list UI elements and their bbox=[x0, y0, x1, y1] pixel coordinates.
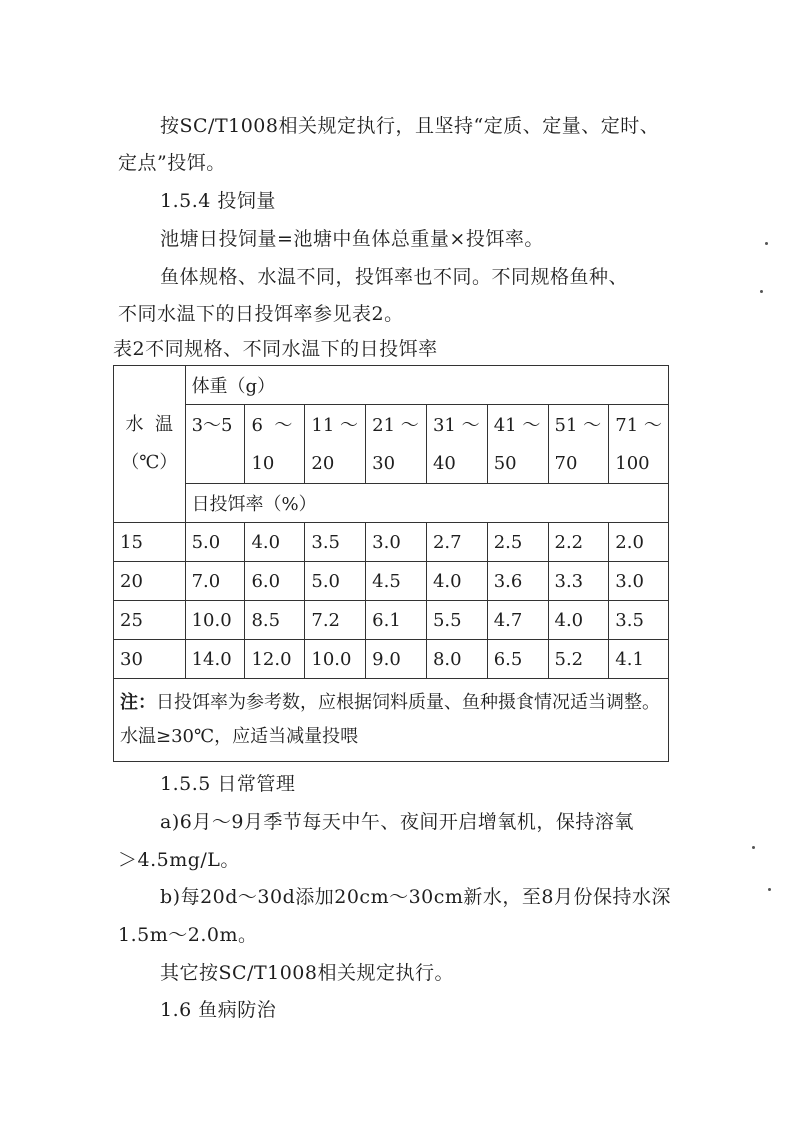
rate-cell: 2.0 bbox=[609, 523, 669, 562]
rate-cell: 8.0 bbox=[426, 640, 487, 679]
weight-col-header bbox=[548, 405, 609, 484]
paragraph-line: 定点”投饵。 bbox=[118, 152, 226, 174]
rate-cell: 4.0 bbox=[548, 601, 609, 640]
scan-speck bbox=[760, 290, 763, 293]
weight-col-header bbox=[366, 405, 427, 484]
temp-cell: 20 bbox=[114, 562, 186, 601]
weight-range-bottom: 40 bbox=[432, 453, 456, 474]
paragraph-line: 按SC/T1008相关规定执行，且坚持“定质、定量、定时、 bbox=[160, 115, 660, 137]
rate-cell: 3.6 bbox=[487, 562, 548, 601]
section-heading-1-5-4: 1.5.4 投饲量 bbox=[160, 190, 276, 212]
rate-header: 日投饵率（%） bbox=[185, 484, 668, 523]
weight-range-top: 31 ～ bbox=[432, 415, 480, 436]
section-heading-1-5-5: 1.5.5 日常管理 bbox=[160, 773, 296, 795]
weight-range-top: 71 ～ bbox=[615, 415, 662, 436]
rate-cell: 2.2 bbox=[548, 523, 609, 562]
scan-speck bbox=[765, 242, 768, 245]
rate-cell: 3.0 bbox=[609, 562, 669, 601]
rate-cell: 7.0 bbox=[185, 562, 245, 601]
note-label: 注： bbox=[120, 692, 156, 713]
weight-range-bottom: 100 bbox=[615, 453, 650, 474]
temp-cell: 25 bbox=[114, 601, 186, 640]
weight-range-bottom: 50 bbox=[493, 453, 517, 474]
weight-range-bottom: 20 bbox=[311, 453, 335, 474]
weight-range-bottom: 70 bbox=[554, 453, 578, 474]
rate-cell: 9.0 bbox=[366, 640, 427, 679]
table-row bbox=[114, 640, 669, 679]
paragraph-line: 鱼体规格、水温不同，投饵率也不同。不同规格鱼种、 bbox=[160, 266, 629, 288]
weight-range-top: 41 ～ bbox=[493, 415, 541, 436]
weight-range-top: 11 ～ bbox=[311, 415, 359, 436]
scan-speck bbox=[768, 888, 771, 891]
weight-col-header bbox=[245, 405, 305, 484]
rate-cell: 7.2 bbox=[305, 601, 366, 640]
temperature-header-label: 水 温 bbox=[125, 414, 173, 435]
weight-col-header bbox=[185, 405, 245, 484]
rate-cell: 3.5 bbox=[609, 601, 669, 640]
section-heading-1-6: 1.6 鱼病防治 bbox=[160, 999, 277, 1021]
weight-range-bottom: 10 bbox=[251, 453, 275, 474]
weight-range-bottom: 30 bbox=[372, 453, 396, 474]
weight-range-top: 51 ～ bbox=[554, 415, 602, 436]
rate-cell: 5.5 bbox=[426, 601, 487, 640]
rate-cell: 8.5 bbox=[245, 601, 305, 640]
rate-cell: 2.5 bbox=[487, 523, 548, 562]
paragraph-line: 1.5m～2.0m。 bbox=[118, 924, 258, 946]
weight-range-top: 21 ～ bbox=[372, 415, 419, 436]
weight-col-header bbox=[609, 405, 669, 484]
rate-cell: 6.1 bbox=[366, 601, 427, 640]
scan-speck bbox=[752, 846, 755, 849]
formula-line: 池塘日投饲量=池塘中鱼体总重量×投饵率。 bbox=[160, 228, 544, 250]
rate-cell: 3.5 bbox=[305, 523, 366, 562]
table-caption: 表2不同规格、不同水温下的日投饵率 bbox=[113, 338, 438, 360]
rate-cell: 3.3 bbox=[548, 562, 609, 601]
weight-header: 体重（g） bbox=[185, 366, 668, 405]
weight-col-header bbox=[426, 405, 487, 484]
table-row bbox=[114, 562, 669, 601]
rate-cell: 4.7 bbox=[487, 601, 548, 640]
temperature-header bbox=[114, 366, 186, 523]
table-row bbox=[114, 523, 669, 562]
paragraph-line: 其它按SC/T1008相关规定执行。 bbox=[160, 962, 454, 984]
paragraph-line: b)每20d～30d添加20cm～30cm新水，至8月份保持水深 bbox=[160, 886, 672, 908]
rate-cell: 14.0 bbox=[185, 640, 245, 679]
paragraph-line: ＞4.5mg/L。 bbox=[118, 849, 240, 871]
temp-cell: 15 bbox=[114, 523, 186, 562]
paragraph-line: a)6月～9月季节每天中午、夜间开启增氧机，保持溶氧 bbox=[160, 811, 634, 833]
rate-cell: 6.0 bbox=[245, 562, 305, 601]
feeding-rate-table bbox=[113, 365, 669, 762]
rate-cell: 5.2 bbox=[548, 640, 609, 679]
note-text: 日投饵率为参考数，应根据饲料质量、鱼种摄食情况适当调整。水温≥30℃，应适当减量投喂 bbox=[120, 692, 660, 747]
rate-cell: 4.5 bbox=[366, 562, 427, 601]
rate-cell: 4.0 bbox=[245, 523, 305, 562]
rate-cell: 12.0 bbox=[245, 640, 305, 679]
table-row bbox=[114, 601, 669, 640]
rate-cell: 5.0 bbox=[185, 523, 245, 562]
rate-cell: 5.0 bbox=[305, 562, 366, 601]
temp-cell: 30 bbox=[114, 640, 186, 679]
weight-range-top: 6 ～ bbox=[251, 415, 293, 436]
rate-cell: 2.7 bbox=[426, 523, 487, 562]
rate-cell: 6.5 bbox=[487, 640, 548, 679]
temperature-header-unit: （℃） bbox=[121, 452, 178, 473]
rate-cell: 3.0 bbox=[366, 523, 427, 562]
weight-range-top: 3～5 bbox=[191, 415, 233, 436]
rate-cell: 10.0 bbox=[185, 601, 245, 640]
rate-cell: 4.0 bbox=[426, 562, 487, 601]
weight-col-header bbox=[305, 405, 366, 484]
rate-cell: 4.1 bbox=[609, 640, 669, 679]
table-note bbox=[114, 679, 669, 762]
weight-col-header bbox=[487, 405, 548, 484]
paragraph-line: 不同水温下的日投饵率参见表2。 bbox=[118, 303, 404, 325]
rate-cell: 10.0 bbox=[305, 640, 366, 679]
